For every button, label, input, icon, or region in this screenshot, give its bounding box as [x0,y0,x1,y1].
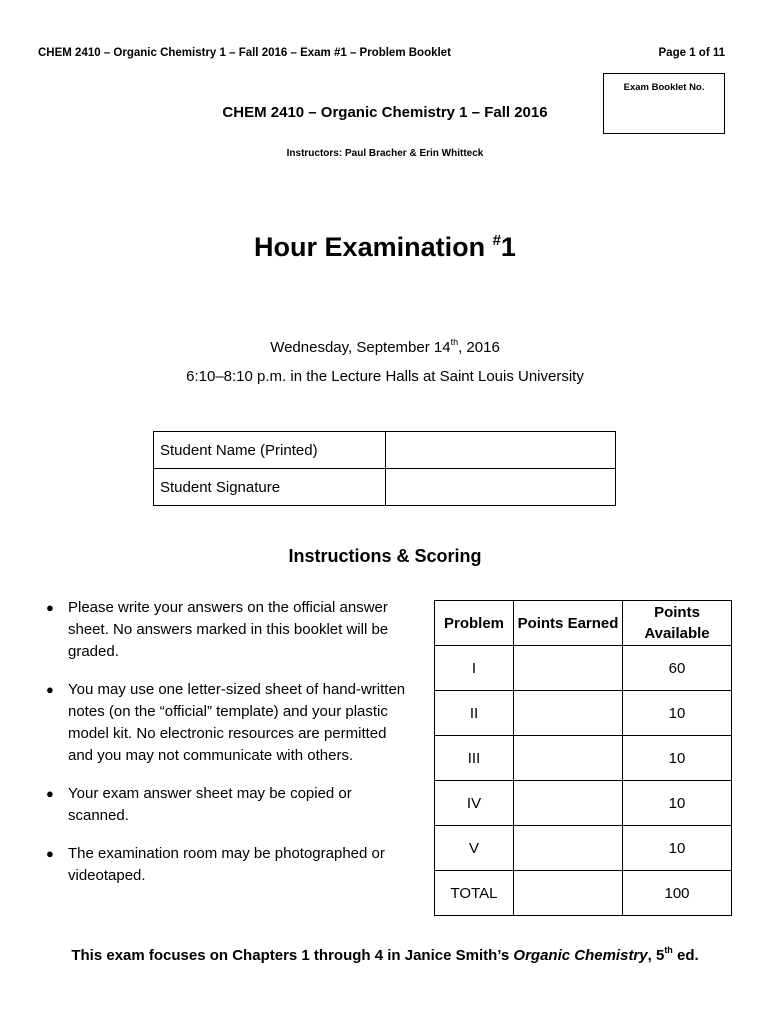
instruction-text: The examination room may be photographed or videotaped. [68,845,385,884]
exam-title-text: Hour Examination [254,232,493,262]
instruction-text: You may use one letter-sized sheet of hand-written notes (on the “official” template) and your plastic model kit. No electronic resources are permitted and you may not communicate with others. [68,681,406,764]
problem-cell: III [435,736,514,781]
exam-title-hash: # [492,232,501,249]
student-name-field[interactable] [386,432,616,469]
header-points-earned: Points Earned [514,601,623,646]
student-name-row [154,432,616,469]
page-header-title: CHEM 2410 – Organic Chemistry 1 – Fall 2016 – Exam #1 – Problem Booklet [38,47,451,59]
scoring-row [435,691,732,736]
instructors-line: Instructors: Paul Bracher & Erin Whitteck [286,148,484,159]
instruction-text: Your exam answer sheet may be copied or scanned. [68,785,352,824]
exam-time-place: 6:10–8:10 p.m. in the Lecture Halls at Saint Louis University [186,368,584,385]
course-title: CHEM 2410 – Organic Chemistry 1 – Fall 2016 [222,104,548,121]
points-earned-cell[interactable] [514,691,623,736]
bullet-icon: ● [46,786,54,801]
student-info-table [153,431,616,506]
instructions-list [44,597,414,903]
scoring-header-row [435,601,732,646]
exam-date-post: , 2016 [458,339,500,356]
instruction-text: Please write your answers on the official answer sheet. No answers marked in this booklet will be graded. [68,599,389,660]
total-available-cell: 100 [623,871,732,916]
exam-booklet-label: Exam Booklet No. [623,82,705,93]
scoring-row [435,781,732,826]
page-number: Page 1 of 11 [658,47,725,59]
points-available-cell: 60 [623,646,732,691]
problem-cell: I [435,646,514,691]
exam-title [0,232,770,263]
footer-text-post: ed. [672,947,699,964]
total-label-cell: TOTAL [435,871,514,916]
exam-scope-note [0,945,770,964]
points-earned-cell[interactable] [514,781,623,826]
problem-cell: II [435,691,514,736]
footer-sup: th [664,945,673,955]
student-name-label: Student Name (Printed) [154,432,386,469]
instructions-heading: Instructions & Scoring [288,546,482,566]
footer-book-title: Organic Chemistry [513,947,648,964]
header-problem: Problem [435,601,514,646]
exam-date-sup: th [450,337,459,347]
instruction-item [44,679,414,767]
points-available-cell: 10 [623,691,732,736]
scoring-row [435,646,732,691]
points-earned-cell[interactable] [514,646,623,691]
footer-text-mid: , 5 [647,947,665,964]
student-signature-field[interactable] [386,469,616,506]
exam-date [0,337,770,356]
scoring-row [435,736,732,781]
scoring-total-row [435,871,732,916]
problem-cell: V [435,826,514,871]
points-available-cell: 10 [623,781,732,826]
scoring-table [434,600,732,916]
bullet-icon: ● [46,600,54,615]
problem-cell: IV [435,781,514,826]
points-available-cell: 10 [623,736,732,781]
exam-date-pre: Wednesday, September 14 [270,339,451,356]
instruction-item [44,783,414,827]
exam-title-number: 1 [500,232,516,262]
scoring-row [435,826,732,871]
points-available-cell: 10 [623,826,732,871]
points-earned-cell[interactable] [514,826,623,871]
student-signature-row [154,469,616,506]
total-earned-cell[interactable] [514,871,623,916]
instruction-item [44,843,414,887]
header-points-available: Points Available [623,601,732,646]
bullet-icon: ● [46,846,54,861]
bullet-icon: ● [46,682,54,697]
points-earned-cell[interactable] [514,736,623,781]
student-signature-label: Student Signature [154,469,386,506]
instruction-item [44,597,414,663]
footer-text-pre: This exam focuses on Chapters 1 through 4 in Janice Smith’s [71,947,514,964]
